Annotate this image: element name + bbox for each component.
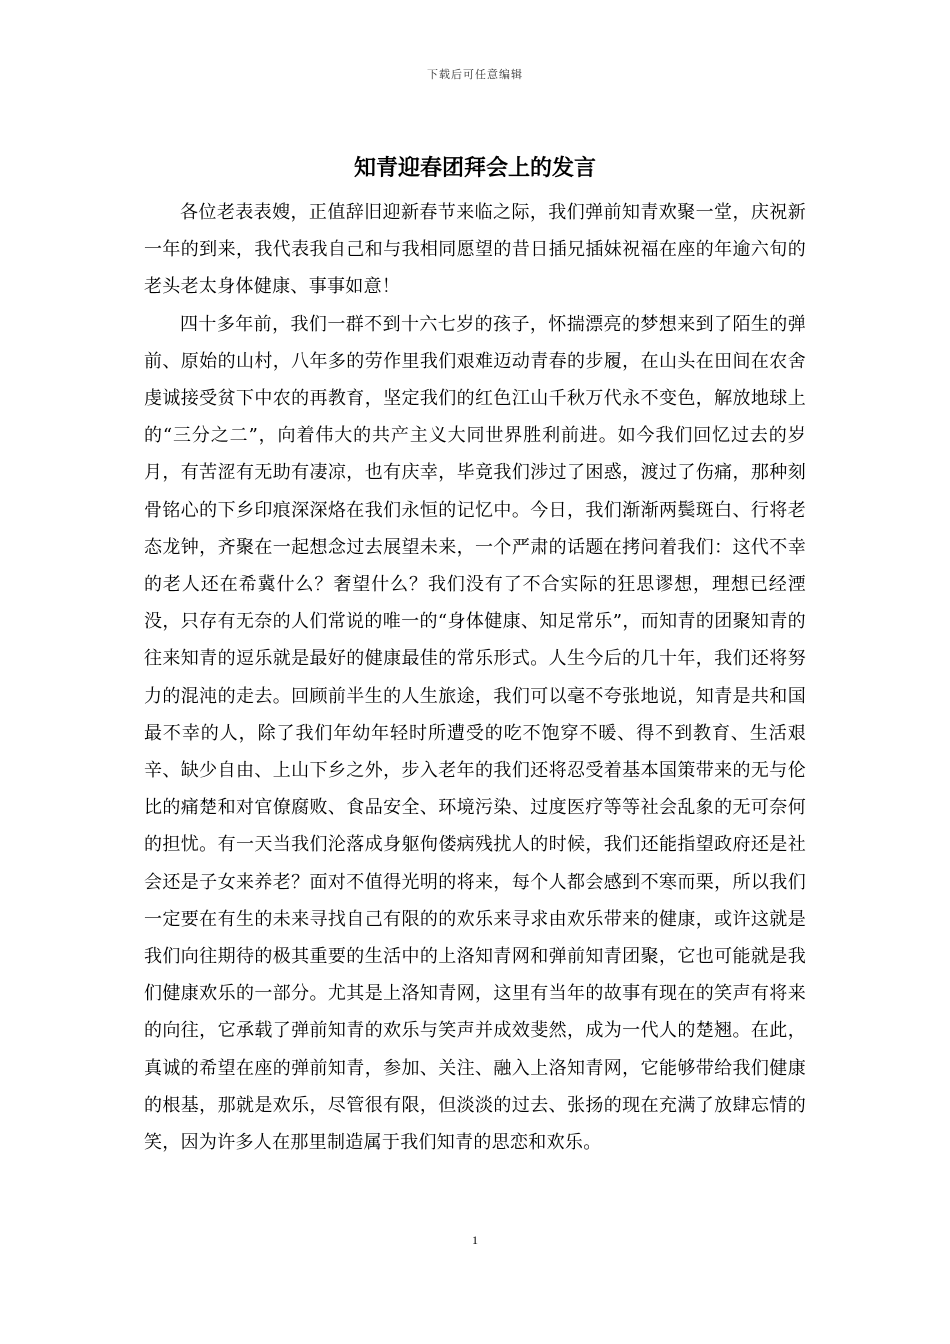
- page-number: 1: [472, 1233, 478, 1247]
- document-body: [144, 194, 806, 1161]
- page-header-note: 下载后可任意编辑: [427, 68, 523, 81]
- body-paragraph-2: 四十多年前，我们一群不到十六七岁的孩子，怀揣漂亮的梦想来到了陌生的弹前、原始的山村，八年多的劳作里我们艰难迈动青春的步履，在山头在田间在农舍虔诚接受贫下中农的再教育，坚定我们的红色江山千秋万代永不变色，解放地球上的“三分之二”，向着伟大的共产主义大同世界胜利前进。如今我们回忆过去的岁月，有苦涩有无助有凄凉，也有庆幸，毕竟我们涉过了困惑，渡过了伤痛，那种刻骨铭心的下乡印痕深深烙在我们永恒的记忆中。今日，我们渐渐两鬓斑白、行将老态龙钟，齐聚在一起想念过去展望未来，一个严肃的话题在拷问着我们：这代不幸的老人还在希冀什么？奢望什么？我们没有了不合实际的狂思谬想，理想已经湮没，只存有无奈的人们常说的唯一的“身体健康、知足常乐”，而知青的团聚知青的往来知青的逗乐就是最好的健康最佳的常乐形式。人生今后的几十年，我们还将努力的混沌的走去。回顾前半生的人生旅途，我们可以毫不夸张地说，知青是共和国最不幸的人，除了我们年幼年轻时所遭受的吃不饱穿不暖、得不到教育、生活艰辛、缺少自由、上山下乡之外，步入老年的我们还将忍受着基本国策带来的无与伦比的痛楚和对官僚腐败、食品安全、环境污染、过度医疗等等社会乱象的无可奈何的担忧。有一天当我们沦落成身躯佝偻病残扰人的时候，我们还能指望政府还是社会还是子女来养老？面对不值得光明的将来，每个人都会感到不寒而栗，所以我们一定要在有生的未来寻找自己有限的的欢乐来寻求由欢乐带来的健康，或许这就是我们向往期待的极其重要的生活中的上洛知青网和弹前知青团聚，它也可能就是我们健康欢乐的一部分。尤其是上洛知青网，这里有当年的故事有现在的笑声有将来的向往，它承载了弹前知青的欢乐与笑声并成效斐然，成为一代人的楚翘。在此，真诚的希望在座的弹前知青，参加、关注、融入上洛知青网，它能够带给我们健康的根基，那就是欢乐，尽管很有限，但淡淡的过去、张扬的现在充满了放肆忘情的笑，因为许多人在那里制造属于我们知青的思恋和欢乐。: [144, 313, 806, 1154]
- body-paragraph-1: 各位老表表嫂，正值辞旧迎新春节来临之际，我们弹前知青欢聚一堂，庆祝新一年的到来，我代表我自己和与我相同愿望的昔日插兄插妹祝福在座的年逾六旬的老头老太身体健康、事事如意！: [144, 202, 806, 298]
- document-title: 知青迎春团拜会上的发言: [353, 156, 596, 181]
